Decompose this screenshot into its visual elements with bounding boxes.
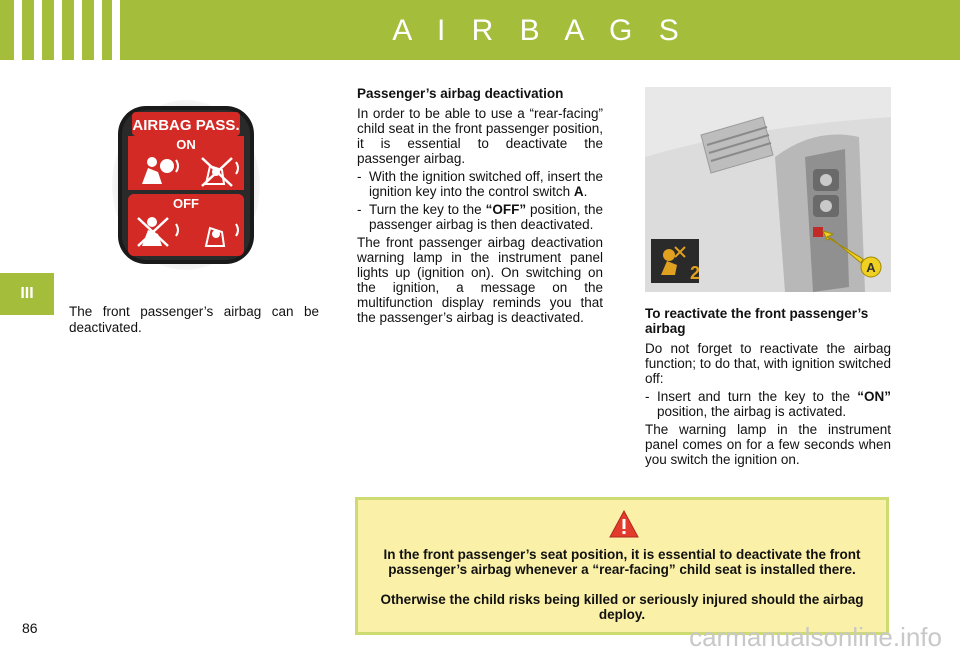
chapter-tab[interactable]: III: [0, 273, 54, 315]
page-title: A I R B A G S: [392, 14, 688, 47]
deactivation-step-2: - Turn the key to the “OFF” position, the passenger airbag is then deactivated.: [357, 202, 603, 232]
step2-pre: Turn the key to the: [369, 202, 482, 217]
deactivation-body: The front passenger airbag deactivation warning lamp in the instrument panel lights up (ignition on). On switching on the ignition, a message on the multifunction display reminds you that the passenger’s airbag is deactivated.: [357, 235, 603, 325]
callout-a-label: A: [866, 260, 876, 275]
key-switch: [813, 227, 823, 237]
header-stripe: [94, 0, 102, 60]
step1-key: A: [573, 184, 584, 199]
header-bar: [0, 0, 960, 60]
reactivation-step-bold: “ON”: [857, 389, 891, 404]
step2-bold: “OFF”: [485, 202, 527, 217]
on-label: ON: [176, 137, 196, 152]
panel-title: AIRBAG PASS.: [132, 117, 240, 134]
airbag-pass-panel: [112, 100, 260, 275]
warning-triangle-icon: [609, 510, 639, 541]
deactivation-title: Passenger’s airbag deactivation: [357, 86, 564, 101]
reactivation-section: [645, 306, 891, 470]
passenger-head-icon: [147, 157, 157, 167]
reactivation-step-post: position, the airbag is activated.: [657, 404, 847, 419]
step1-text: With the ignition switched off, insert the ignition key into the control switch: [369, 169, 603, 199]
svg-text:2: 2: [690, 263, 701, 283]
warning-box: [355, 497, 889, 635]
step1-end: .: [583, 184, 588, 199]
off-label: OFF: [173, 196, 199, 211]
deactivation-intro: In order to be able to use a “rear-facing” child seat in the front passenger position, it is essential to deactivate the passenger airbag.: [357, 106, 603, 166]
warning-text-2: Otherwise the child risks being killed or seriously injured should the airbag deploy.: [380, 592, 864, 622]
header-stripe: [112, 0, 120, 60]
deactivation-step-1: - With the ignition switched off, insert the ignition key into the control switch A.: [357, 169, 603, 199]
deactivation-section: [357, 86, 603, 328]
step2-post: position, the passenger airbag is then deactivated.: [369, 202, 603, 232]
reactivation-step: - Insert and turn the key to the “ON” position, the airbag is activated.: [645, 389, 891, 419]
page-number: 86: [22, 620, 38, 636]
reactivation-intro: Do not forget to reactivate the airbag function; to do that, with ignition switched off:: [645, 341, 891, 386]
header-stripe: [14, 0, 22, 60]
warning-text-1: In the front passenger’s seat position, it is essential to deactivate the front passenger’s airbag whenever a “rear-facing” child seat is installed there.: [383, 547, 861, 577]
airbag-icon: [160, 159, 174, 173]
dashboard-photo: [645, 87, 891, 292]
header-stripe: [74, 0, 82, 60]
caption-left: The front passenger’s airbag can be deactivated.: [69, 304, 319, 335]
watermark: carmanualsonline.info: [689, 622, 942, 652]
reactivation-title: To reactivate the front passenger’s airbag: [645, 306, 869, 336]
reactivation-body: The warning lamp in the instrument panel comes on for a few seconds when you switch the ignition on.: [645, 422, 891, 467]
reactivation-step-pre: Insert and turn the key to the: [657, 389, 850, 404]
header-stripe: [34, 0, 42, 60]
header-stripe: [54, 0, 62, 60]
